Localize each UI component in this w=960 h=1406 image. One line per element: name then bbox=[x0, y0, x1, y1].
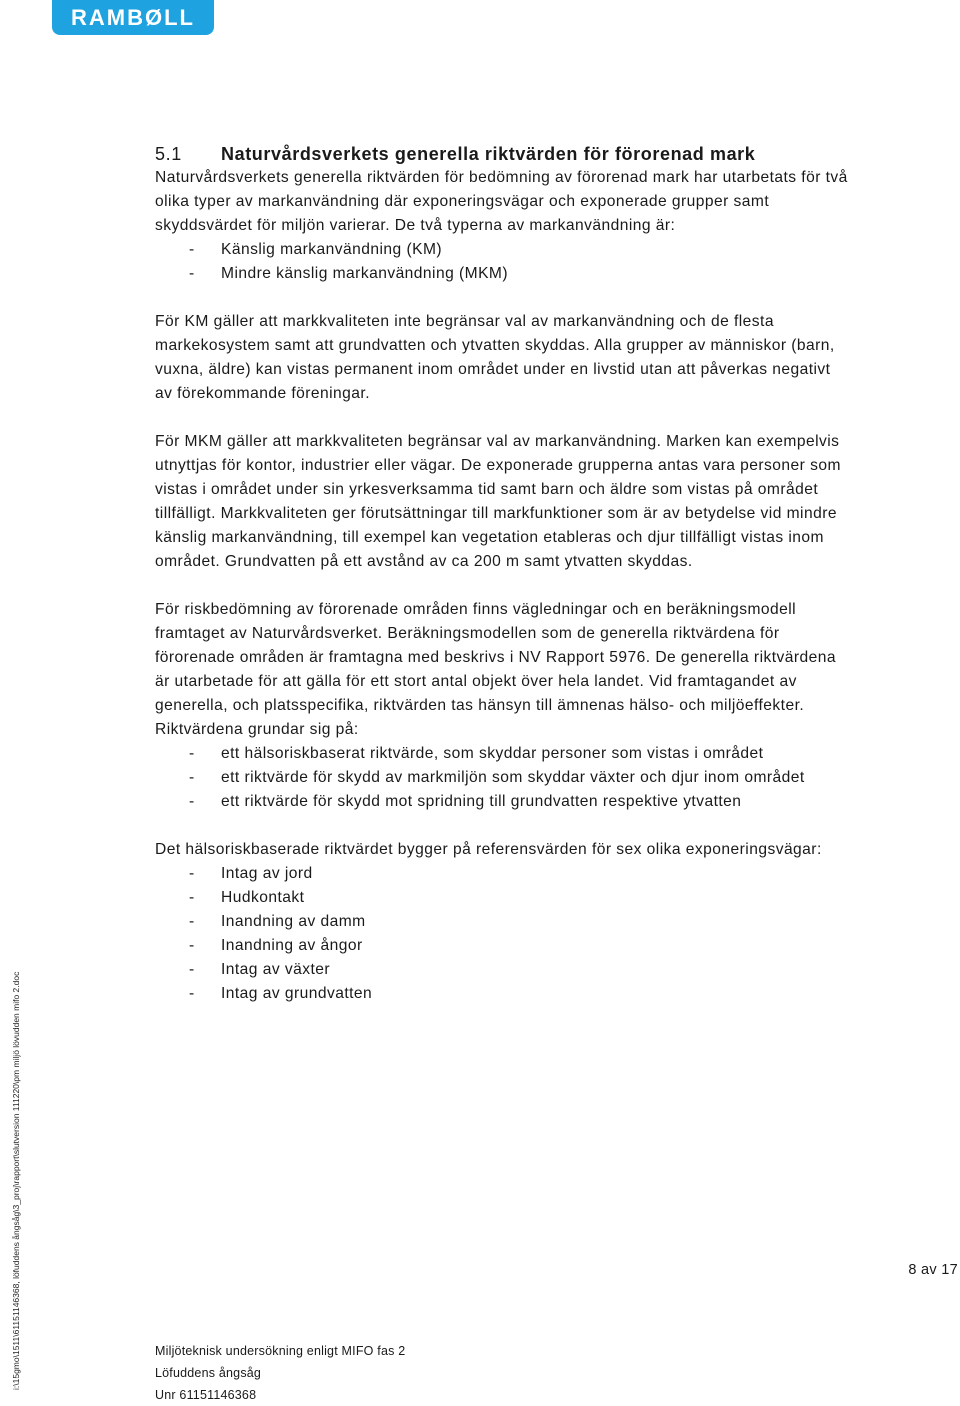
section-number: 5.1 bbox=[155, 144, 182, 164]
list-item: - Mindre känslig markanvändning (MKM) bbox=[189, 265, 509, 282]
paragraph-mkm: För MKM gäller att markkvaliteten begränsar val av markanvändning. Marken kan exempelvis utnyttjas för kontor, industrier eller vägar. De exponerade grupperna antas vara personer som vistas i området under sin yrkesverksamma tid samt barn och äldre som vistas på området tillfälligt. Markkvaliteten ger förutsättningar till markfunktioner som är av betydelse vid mindre känslig markanvändning, till exempel kan vegetation etableras och djur tillfälligt vistas inom området. Grundvatten på ett avstånd av ca 200 m samt ytvatten skyddas. bbox=[155, 433, 841, 570]
basis-list bbox=[155, 742, 850, 814]
document-body bbox=[155, 166, 850, 1030]
logo-text: RAMBØLL bbox=[71, 4, 195, 30]
footer bbox=[155, 1340, 405, 1406]
list-item: - Intag av växter bbox=[189, 961, 331, 978]
paragraph-intro: Naturvårdsverkets generella riktvärden för bedömning av förorenad mark har utarbetats för två olika typer av markanvändning där exponeringsvägar och exponerade grupper samt skyddsvärdet för miljön varierar. De två typerna av markanvändning är: bbox=[155, 169, 848, 234]
footer-unr: Unr 61151146368 bbox=[155, 1388, 257, 1402]
list-item: - Hudkontakt bbox=[189, 889, 305, 906]
list-item: - Inandning av damm bbox=[189, 913, 366, 930]
page-number: 8 av 17 bbox=[908, 1262, 958, 1278]
list-item: - ett hälsoriskbaserat riktvärde, som skyddar personer som vistas i området bbox=[189, 745, 764, 762]
file-path-margin: i:\15gmo\1511\61151146368, löfuddens ångsåg\3_proj\rapport\slutversion 111220\pm miljö lövudden mifo 2.doc bbox=[11, 971, 21, 1390]
footer-title: Miljöteknisk undersökning enligt MIFO fas 2 bbox=[155, 1344, 406, 1358]
list-item: - Intag av grundvatten bbox=[189, 985, 373, 1002]
exposure-list bbox=[155, 862, 850, 1006]
land-use-list bbox=[155, 238, 850, 286]
section-heading bbox=[155, 144, 855, 165]
footer-project: Löfuddens ångsåg bbox=[155, 1366, 262, 1380]
paragraph-km: För KM gäller att markkvaliteten inte begränsar val av markanvändning och de flesta markekosystem samt att grundvatten och ytvatten skyddas. Alla grupper av människor (barn, vuxna, äldre) kan vistas permanent inom området under en livstid utan att påverkas negativt av förekommande föreningar. bbox=[155, 313, 835, 402]
list-item: - ett riktvärde för skydd av markmiljön som skyddar växter och djur inom området bbox=[189, 769, 805, 786]
list-item: - Inandning av ångor bbox=[189, 937, 363, 954]
paragraph-risk: För riskbedömning av förorenade områden finns vägledningar och en beräkningsmodell framtaget av Naturvårdsverket. Beräkningsmodellen som de generella riktvärdena för förorenade områden är framtagna med beskrivs i NV Rapport 5976. De generella riktvärdena är utarbetade för att gälla för ett stort antal objekt över hela landet. Vid framtagandet av generella, och platsspecifika, riktvärden tas hänsyn till ämnenas hälso- och miljöeffekter. Riktvärdena grundar sig på: bbox=[155, 601, 837, 738]
list-item: - Känslig markanvändning (KM) bbox=[189, 241, 443, 258]
section-title: Naturvårdsverkets generella riktvärden för förorenad mark bbox=[221, 144, 756, 164]
list-item: - ett riktvärde för skydd mot spridning till grundvatten respektive ytvatten bbox=[189, 793, 742, 810]
ramboll-logo bbox=[52, 0, 214, 35]
paragraph-exposure: Det hälsoriskbaserade riktvärdet bygger på referensvärden för sex olika exponeringsvägar: bbox=[155, 841, 822, 858]
list-item: - Intag av jord bbox=[189, 865, 313, 882]
